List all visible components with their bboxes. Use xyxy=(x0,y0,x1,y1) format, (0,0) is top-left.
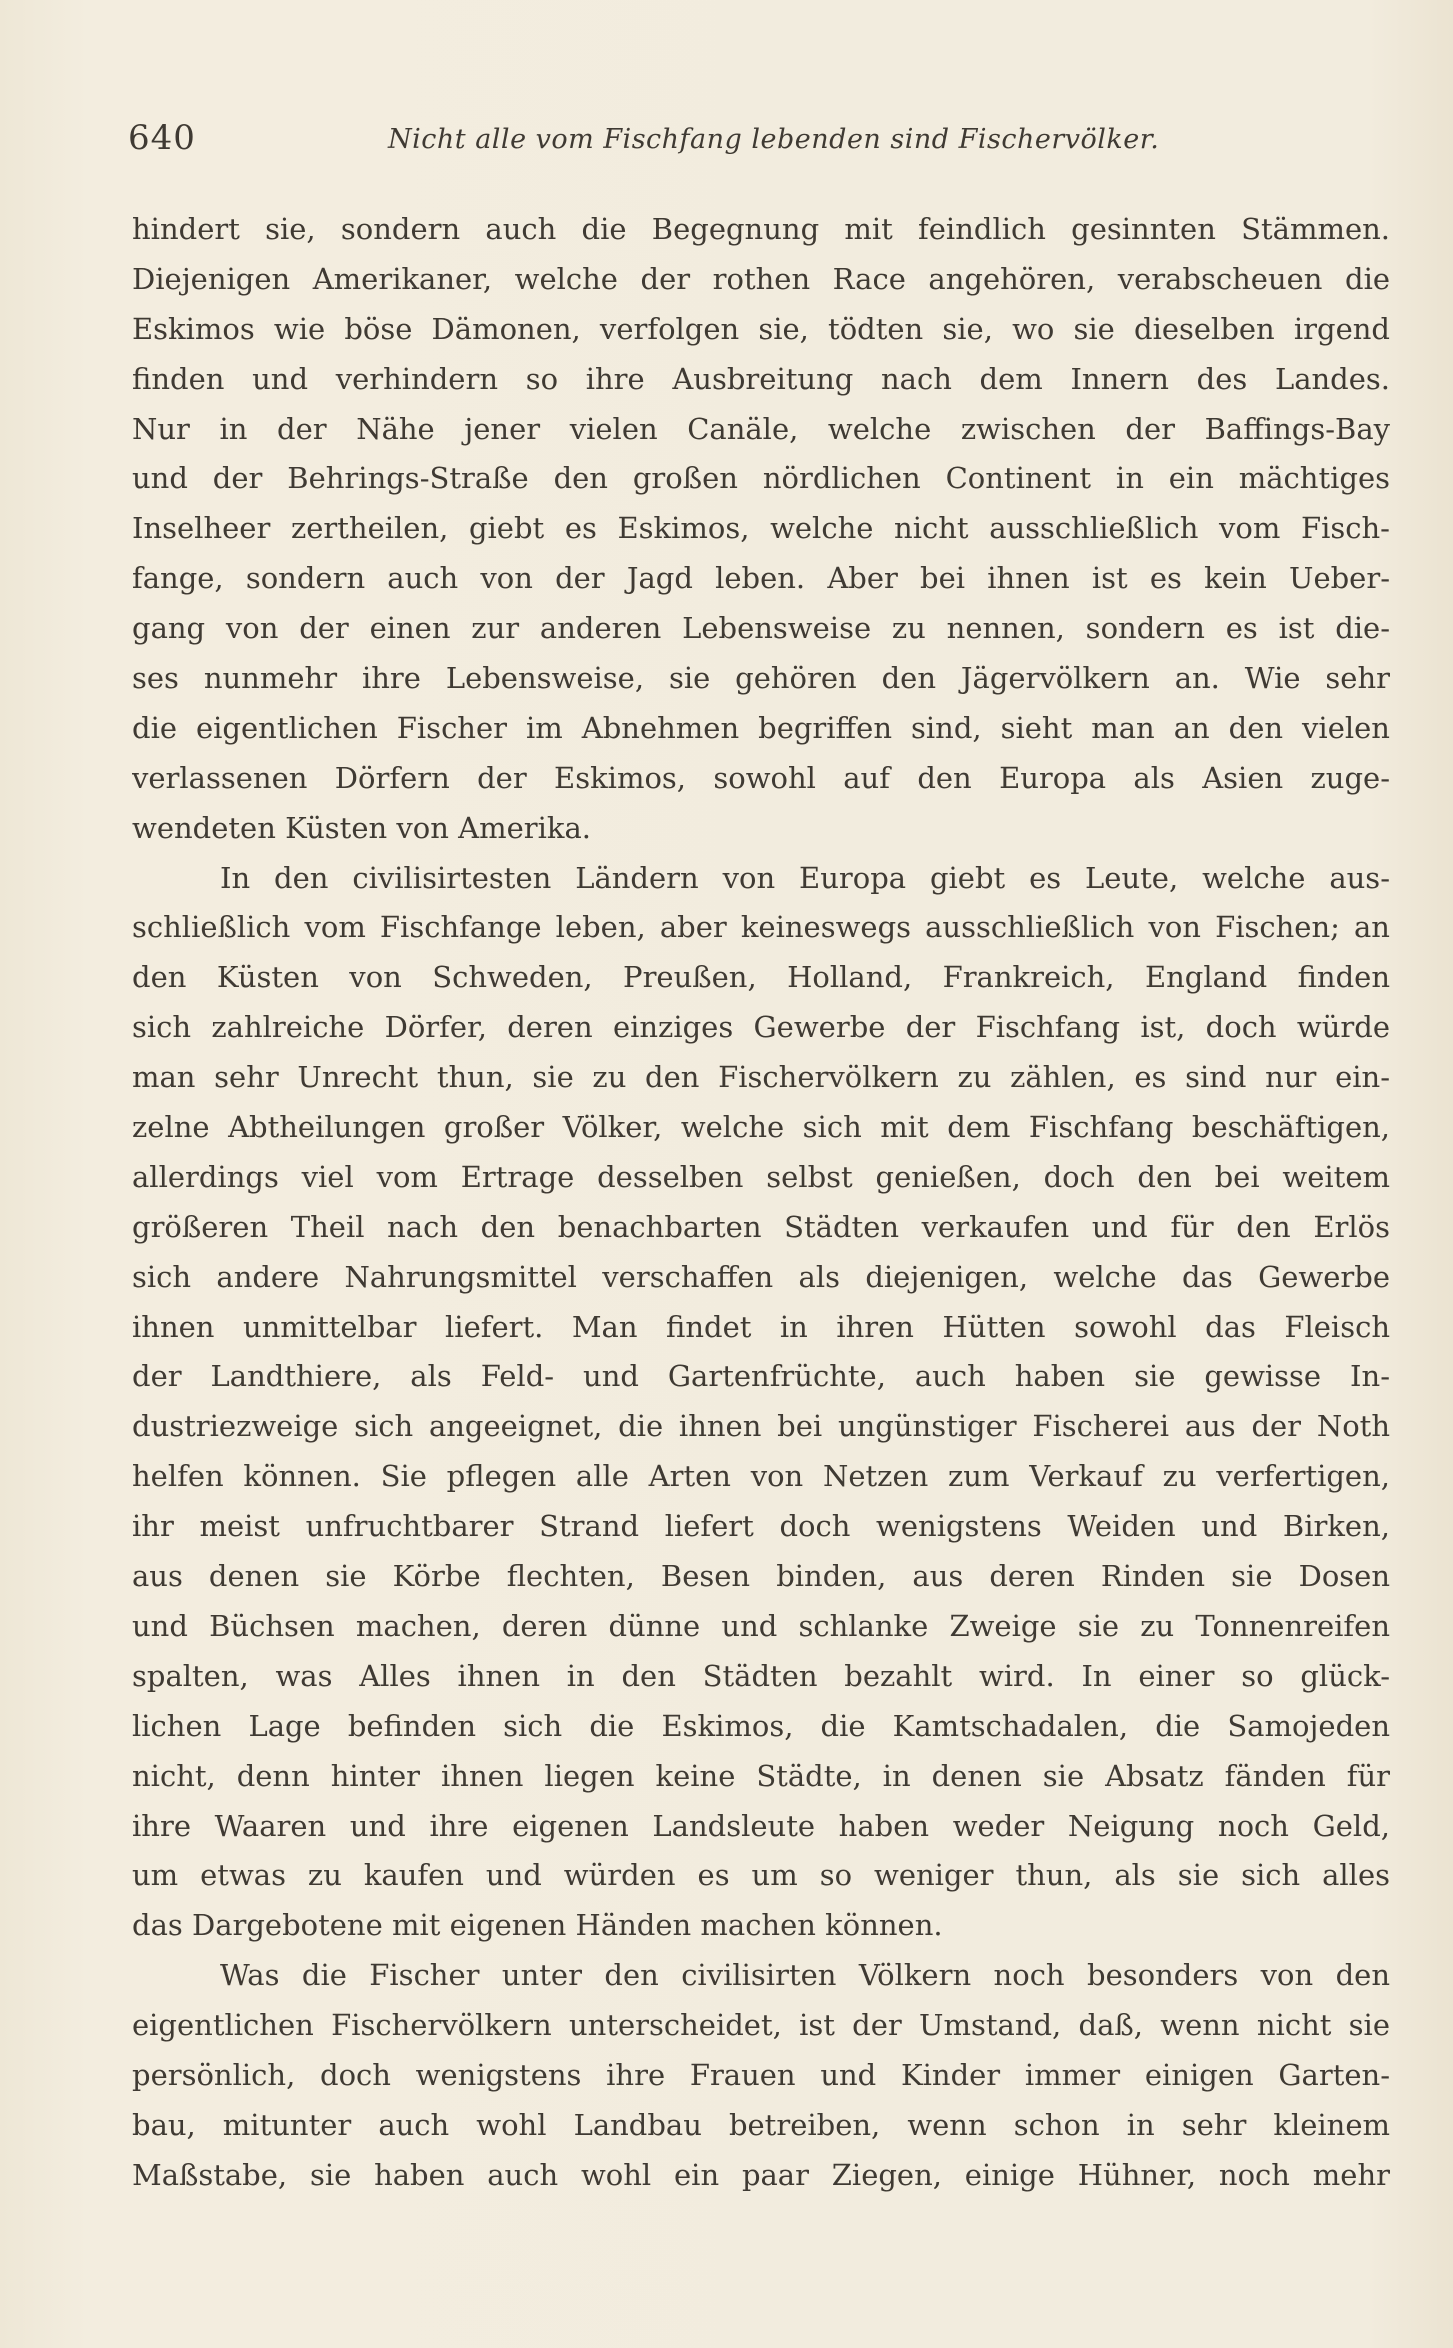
text-line: spalten, was Alles ihnen in den Städten bezahlt wird. In einer so glück- xyxy=(132,1658,1390,1693)
body-text xyxy=(132,205,1390,2201)
text-line: dustriezweige sich angeeignet, die ihnen bei ungünstiger Fischerei aus der Noth xyxy=(132,1409,1390,1444)
text-line: der Landthiere, als Feld- und Gartenfrüchte, auch haben sie gewisse In- xyxy=(132,1359,1390,1394)
text-line: fange, sondern auch von der Jagd leben. Aber bei ihnen ist es kein Ueber- xyxy=(132,561,1390,596)
text-line: sich zahlreiche Dörfer, deren einziges Gewerbe der Fischfang ist, doch würde xyxy=(132,1010,1390,1045)
text-line: und der Behrings-Straße den großen nördlichen Continent in ein mächtiges xyxy=(132,461,1390,496)
text-line: allerdings viel vom Ertrage desselben selbst genießen, doch den bei weitem xyxy=(132,1159,1390,1194)
text-line: ihre Waaren und ihre eigenen Landsleute haben weder Neigung noch Geld, xyxy=(132,1808,1390,1843)
text-line: bau, mitunter auch wohl Landbau betreiben, wenn schon in sehr kleinem xyxy=(132,2107,1390,2142)
text-line: nicht, denn hinter ihnen liegen keine Städte, in denen sie Absatz fänden für xyxy=(132,1758,1390,1793)
text-line: die eigentlichen Fischer im Abnehmen begriffen sind, sieht man an den vielen xyxy=(132,710,1390,745)
text-line: persönlich, doch wenigstens ihre Frauen und Kinder immer einigen Garten- xyxy=(132,2057,1390,2092)
text-line: schließlich vom Fischfange leben, aber keineswegs ausschließlich von Fischen; an xyxy=(132,910,1390,945)
text-line: Maßstabe, sie haben auch wohl ein paar Ziegen, einige Hühner, noch mehr xyxy=(132,2157,1390,2192)
page-header xyxy=(128,118,1408,168)
text-line: Eskimos wie böse Dämonen, verfolgen sie, tödten sie, wo sie dieselben irgend xyxy=(132,311,1390,346)
text-line: zelne Abtheilungen großer Völker, welche sich mit dem Fischfang beschäftigen, xyxy=(132,1110,1390,1145)
text-line: In den civilisirtesten Ländern von Europa giebt es Leute, welche aus- xyxy=(220,860,1390,895)
text-line: man sehr Unrecht thun, sie zu den Fischervölkern zu zählen, es sind nur ein- xyxy=(132,1060,1390,1095)
text-line: ihnen unmittelbar liefert. Man findet in ihren Hütten sowohl das Fleisch xyxy=(132,1309,1390,1344)
text-line: aus denen sie Körbe flechten, Besen binden, aus deren Rinden sie Dosen xyxy=(132,1559,1390,1594)
text-line: lichen Lage befinden sich die Eskimos, die Kamtschadalen, die Samojeden xyxy=(132,1708,1390,1743)
page-number: 640 xyxy=(128,118,196,158)
text-line: Was die Fischer unter den civilisirten Völkern noch besonders von den xyxy=(220,1958,1390,1993)
text-line: das Dargebotene mit eigenen Händen machen können. xyxy=(132,1908,943,1943)
text-line: eigentlichen Fischervölkern unterscheidet, ist der Umstand, daß, wenn nicht sie xyxy=(132,2008,1390,2043)
text-line: helfen können. Sie pflegen alle Arten von Netzen zum Verkauf zu verfertigen, xyxy=(132,1459,1390,1494)
text-line: finden und verhindern so ihre Ausbreitung nach dem Innern des Landes. xyxy=(132,361,1390,396)
text-line: und Büchsen machen, deren dünne und schlanke Zweige sie zu Tonnenreifen xyxy=(132,1608,1390,1643)
text-line: Diejenigen Amerikaner, welche der rothen Race angehören, verabscheuen die xyxy=(132,261,1390,296)
text-line: hindert sie, sondern auch die Begegnung mit feindlich gesinnten Stämmen. xyxy=(132,212,1390,246)
text-line: wendeten Küsten von Amerika. xyxy=(132,810,591,845)
text-line: gang von der einen zur anderen Lebensweise zu nennen, sondern es ist die- xyxy=(132,611,1390,646)
text-line: den Küsten von Schweden, Preußen, Holland, Frankreich, England finden xyxy=(132,960,1390,995)
text-line: Inselheer zertheilen, giebt es Eskimos, welche nicht ausschließlich vom Fisch- xyxy=(132,511,1390,546)
text-line: größeren Theil nach den benachbarten Städten verkaufen und für den Erlös xyxy=(132,1209,1390,1244)
text-line: um etwas zu kaufen und würden es um so weniger thun, als sie sich alles xyxy=(132,1858,1390,1893)
text-line: ses nunmehr ihre Lebensweise, sie gehören den Jägervölkern an. Wie sehr xyxy=(132,661,1390,696)
text-line: Nur in der Nähe jener vielen Canäle, welche zwischen der Baffings-Bay xyxy=(132,411,1390,446)
running-title: Nicht alle vom Fischfang lebenden sind Fischervölker. xyxy=(388,124,1160,155)
text-line: verlassenen Dörfern der Eskimos, sowohl auf den Europa als Asien zuge- xyxy=(132,760,1390,795)
text-line: ihr meist unfruchtbarer Strand liefert doch wenigstens Weiden und Birken, xyxy=(132,1509,1390,1544)
text-line: sich andere Nahrungsmittel verschaffen als diejenigen, welche das Gewerbe xyxy=(132,1259,1390,1294)
